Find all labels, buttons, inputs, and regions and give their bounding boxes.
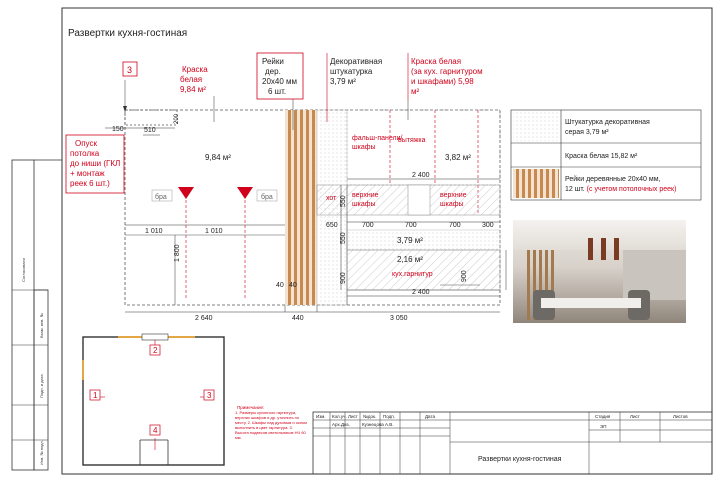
tb-row-name: Кузнецова А.В.	[362, 422, 394, 427]
tb-h-koluch: Кол.уч.	[332, 414, 347, 419]
floor-plan	[83, 334, 224, 465]
wood-slats	[285, 110, 317, 305]
tb-h-data: Дата	[425, 414, 435, 419]
legend-item-2: Краска белая 15,82 м²	[565, 153, 638, 160]
kitchen-label: кух.гарнитур	[392, 271, 433, 278]
title-block	[313, 412, 712, 474]
sconce-2-icon	[237, 187, 253, 199]
dim-1800: 1 800	[174, 244, 181, 262]
dim-900a: 900	[340, 272, 347, 284]
area-band: 3,79 м²	[397, 236, 423, 245]
tb-h-izm: Изм.	[316, 414, 326, 419]
area-left: 9,84 м²	[205, 153, 231, 162]
tb-h-list: Лист	[348, 414, 358, 419]
callout-slats: Рейки дер. 20х40 мм 6 шт.	[262, 57, 298, 96]
sconce-1-icon	[178, 187, 194, 199]
area-kitchen: 2,16 м²	[397, 255, 423, 264]
tb-caption: Развертки кухня-гостиная	[478, 456, 562, 463]
area-right: 3,82 м²	[445, 153, 471, 162]
dim-700a: 700	[362, 222, 374, 229]
plan-marker-1: 1	[93, 391, 98, 400]
stamp-text-b: Взам. инв. №	[39, 313, 44, 338]
dim-1010a: 1 010	[145, 228, 163, 235]
sconce-label-2: бра	[261, 194, 273, 201]
dim-2400a: 2 400	[412, 172, 430, 179]
dim-2400b: 2 400	[412, 289, 430, 296]
legend-swatch-wood	[513, 169, 559, 198]
dim-300: 300	[482, 222, 494, 229]
dim-40a: 40	[276, 282, 284, 289]
tb-h-ndok: №док.	[363, 414, 377, 419]
plan-marker-2: 2	[153, 346, 158, 355]
tb-stage-v: ЭП	[600, 424, 607, 429]
legend-item-3: Рейки деревянные 20х40 мм, 12 шт. (с учетом потолочных реек)	[565, 176, 677, 193]
plan-marker-4: 4	[153, 426, 158, 435]
false-panels-label: фальш-панели/ шкафы	[352, 135, 403, 151]
dim-150: 150	[112, 126, 124, 133]
dim-550b: 550	[340, 232, 347, 244]
notes	[235, 405, 307, 466]
notes-heading: Примечание:	[237, 405, 265, 410]
legend-item-1: Штукатурка декоративная серая 3,79 м²	[565, 119, 650, 136]
side-stamp	[12, 160, 62, 470]
kitchen-unit	[347, 250, 500, 290]
dim-900b: 900	[461, 270, 468, 282]
tb-row-role: Арх.Диз.	[332, 422, 350, 427]
callout-paint-white-2: Краска белая (за кух. гарнитуром и шкафами) 5,98 м²	[411, 57, 483, 96]
dim-200: 200	[174, 113, 180, 124]
dim-40b: 40	[289, 282, 297, 289]
tb-list-h: Лист	[630, 414, 640, 419]
tb-listov-h: Листов	[673, 414, 688, 419]
tb-h-podp: Подп.	[383, 414, 395, 419]
tb-stage-h: Стадия	[595, 414, 611, 419]
callout-ceiling: Опуск потолка до ниши (ГКЛ + монтаж реек 6 шт.)	[70, 139, 121, 188]
interior-photo	[513, 220, 686, 323]
callout-plaster: Декоративная штукатурка 3,79 м²	[330, 57, 383, 86]
dim-550a: 550	[340, 195, 347, 207]
upper-cab-2: верхние шкафы	[440, 192, 467, 208]
dim-650: 650	[326, 222, 338, 229]
dim-440: 440	[292, 315, 304, 322]
dim-1010b: 1 010	[205, 228, 223, 235]
legend	[511, 110, 701, 200]
sconce-label-1: бра	[155, 194, 167, 201]
hood-label: вытяжка	[398, 137, 426, 144]
stamp-text-c: Подп. и дата	[39, 374, 44, 398]
elevation	[105, 110, 506, 322]
dim-700b: 700	[405, 222, 417, 229]
sheet-title: Развертки кухня-гостиная	[68, 28, 188, 39]
legend-swatch-plaster	[513, 112, 559, 141]
dim-2640: 2 640	[195, 315, 213, 322]
dim-510: 510	[144, 127, 156, 134]
stamp-text-a: Согласовано	[21, 257, 26, 282]
stamp-text-d: Инв. № подл.	[39, 440, 44, 465]
dim-3050: 3 050	[390, 315, 408, 322]
plan-marker-3: 3	[207, 391, 212, 400]
upper-cab-1: верхние шкафы	[352, 192, 379, 208]
hot-label: хот	[326, 195, 337, 202]
notes-body: 1. Размеры кухонного гарнитура, верхних шкафов и др. уточнить по месту. 2. Шкафы над духовым и окном выполнить в цвет гарнитура. 3. Высота подвесов светильников НЧ 60 мм.	[235, 410, 307, 440]
callout-paint-white: Краска белая 9,84 м²	[180, 65, 208, 94]
callout-marker-3: 3	[127, 65, 133, 75]
dim-700c: 700	[449, 222, 461, 229]
